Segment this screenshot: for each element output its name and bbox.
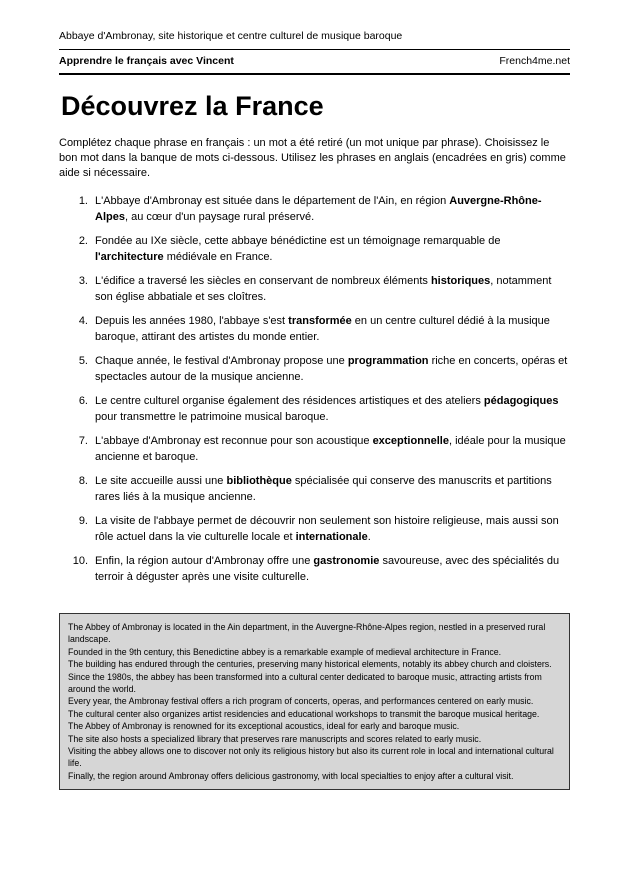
brand-title: Apprendre le français avec Vincent	[59, 55, 234, 67]
item-sentence	[95, 193, 570, 225]
sentence-fragment: pour transmettre le patrimoine musical baroque.	[95, 411, 329, 423]
sentence-fragment: La visite de l'abbaye permet de découvrir non seulement son histoire religieuse, mais aussi son rôle actuel dans la vie culturelle locale et	[95, 515, 559, 543]
translation-line: The Abbey of Ambronay is located in the Ain department, in the Auvergne-Rhône-Alpes region, nestled in a preserved rural landscape.	[68, 622, 546, 645]
exercise-item	[59, 313, 570, 345]
translation-line: The building has endured through the centuries, preserving many historical elements, notably its abbey church and cloisters.	[68, 659, 552, 670]
sentence-fragment: Fondée au IXe siècle, cette abbaye bénédictine est un témoignage remarquable de	[95, 235, 501, 247]
sentence-fragment: L'Abbaye d'Ambronay est située dans le département de l'Ain, en région	[95, 195, 450, 207]
exercise-item	[59, 273, 570, 305]
sentence-fragment: Depuis les années 1980, l'abbaye s'est	[95, 315, 289, 327]
translation-line: The site also hosts a specialized library that preserves rare manuscripts and scores related to early music.	[68, 733, 482, 744]
exercise-item	[59, 513, 570, 545]
sentence-fragment: en un centre culturel dédié à la musique baroque, attirant des artistes du monde entier.	[95, 315, 550, 343]
header-divider-bottom	[59, 73, 570, 75]
sentence-fragment: Chaque année, le festival d'Ambronay propose une	[95, 355, 348, 367]
item-sentence	[95, 553, 570, 585]
sentence-fragment: Enfin, la région autour d'Ambronay offre une	[95, 555, 314, 567]
translation-line: The Abbey of Ambronay is renowned for its exceptional acoustics, ideal for early and baroque music.	[68, 721, 460, 732]
exercise-item	[59, 233, 570, 265]
translations-box	[59, 613, 570, 790]
answer-word: internationale	[295, 531, 368, 543]
item-sentence	[95, 513, 570, 545]
sentence-fragment: riche en concerts, opéras et spectacles autour de la musique ancienne.	[95, 355, 568, 383]
answer-word: gastronomie	[313, 555, 380, 567]
item-sentence	[95, 433, 570, 465]
item-sentence	[95, 313, 570, 345]
translation-line: Visiting the abbey allows one to discover not only its religious history but also its current role in local and international cultural life.	[68, 746, 554, 769]
exercise-item	[59, 193, 570, 225]
exercise-item	[59, 553, 570, 585]
answer-word: bibliothèque	[226, 475, 292, 487]
exercise-item	[59, 393, 570, 425]
header-brand-row	[59, 50, 570, 73]
item-sentence	[95, 393, 570, 425]
item-number: 10.	[72, 555, 88, 567]
item-number: 8.	[78, 475, 88, 487]
sentence-fragment: .	[367, 531, 371, 543]
item-number: 3.	[78, 275, 88, 287]
sentence-fragment: médiévale en France.	[163, 251, 273, 263]
translation-line: Every year, the Ambronay festival offers a rich program of concerts, operas, and performances centered on early music.	[68, 696, 534, 707]
answer-word: pédagogiques	[483, 395, 559, 407]
sentence-fragment: , notamment son église abbatiale et ses cloîtres.	[95, 275, 552, 303]
instructions-text: Complétez chaque phrase en français : un mot a été retiré (un mot unique par phrase). Choisissez le bon mot dans la banque de mots ci-dessous. Utilisez les phrases en anglais (encadrées en gris) comme aide si nécessaire.	[59, 137, 566, 179]
item-number: 7.	[78, 435, 88, 447]
sentence-fragment: Le centre culturel organise également des résidences artistiques et des ateliers	[95, 395, 484, 407]
answer-word: Auvergne-Rhône-Alpes	[95, 195, 542, 223]
translation-line: Since the 1980s, the abbey has been transformed into a cultural center dedicated to baroque music, attracting artists from around the world.	[68, 671, 542, 695]
sentence-fragment: savoureuse, avec des spécialités du terroir à déguster après une visite culturelle.	[95, 555, 560, 583]
sentence-fragment: spécialisée qui conserve des manuscrits et partitions rares liés à la musique ancienne.	[95, 475, 552, 503]
translation-line: The cultural center also organizes artist residencies and educational workshops to transmit the baroque musical heritage.	[68, 708, 540, 719]
item-sentence	[95, 353, 570, 385]
sentence-fragment: L'édifice a traversé les siècles en conservant de nombreux éléments	[95, 275, 431, 287]
answer-word: exceptionnelle	[372, 435, 449, 447]
answer-word: programmation	[347, 355, 429, 367]
item-sentence	[95, 473, 570, 505]
item-number: 2.	[78, 235, 88, 247]
document-subtitle: Abbaye d'Ambronay, site historique et centre culturel de musique baroque	[59, 30, 403, 42]
answer-word: transformée	[288, 315, 352, 327]
sentence-fragment: , idéale pour la musique ancienne et baroque.	[95, 435, 566, 463]
item-number: 1.	[78, 195, 88, 207]
translation-line: Founded in the 9th century, this Benedictine abbey is a remarkable example of medieval architecture in France.	[68, 646, 502, 657]
item-number: 9.	[78, 515, 88, 527]
item-number: 4.	[78, 315, 88, 327]
translation-line: Finally, the region around Ambronay offers delicious gastronomy, with local specialties to enjoy after a cultural visit.	[68, 770, 514, 781]
page-title: Découvrez la France	[61, 91, 324, 121]
exercise-list	[59, 193, 570, 585]
item-number: 6.	[78, 395, 88, 407]
sentence-fragment: Le site accueille aussi une	[95, 475, 227, 487]
exercise-item	[59, 433, 570, 465]
sentence-fragment: , au cœur d'un paysage rural préservé.	[124, 211, 315, 223]
item-number: 5.	[78, 355, 88, 367]
item-sentence	[95, 233, 570, 265]
exercise-item	[59, 353, 570, 385]
sentence-fragment: L'abbaye d'Ambronay est reconnue pour son acoustique	[95, 435, 373, 447]
brand-site-name: French4me.net	[499, 55, 570, 67]
item-sentence	[95, 273, 570, 305]
answer-word: l'architecture	[95, 251, 164, 263]
answer-word: historiques	[430, 275, 491, 287]
exercise-item	[59, 473, 570, 505]
